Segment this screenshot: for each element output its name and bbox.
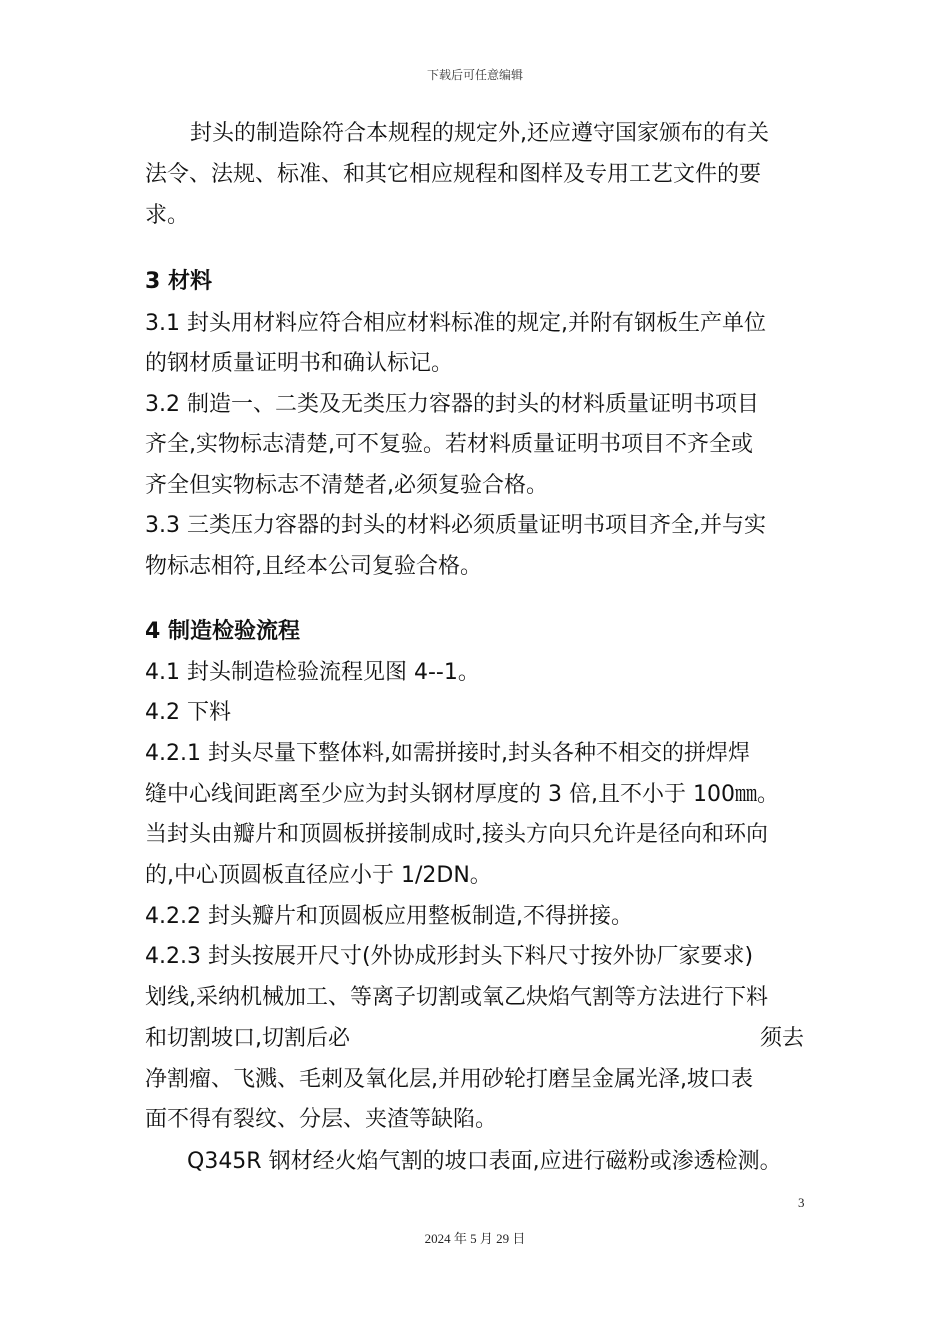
paragraph-line: 4.2.3 封头按展开尺寸(外协成形封头下料尺寸按外协厂家要求) xyxy=(145,944,754,969)
paragraph-line: 物标志相符,且经本公司复验合格。 xyxy=(145,554,482,579)
paragraph-line: 缝中心线间距离至少应为封头钢材厚度的 3 倍,且不小于 100㎜。 xyxy=(145,782,779,807)
paragraph-line: 求。 xyxy=(145,203,190,228)
paragraph-line: 面不得有裂纹、分层、夹渣等缺陷。 xyxy=(145,1107,498,1132)
section-heading: 4 制造检验流程 xyxy=(145,619,300,644)
paragraph-line: 4.2.2 封头瓣片和顶圆板应用整板制造,不得拼接。 xyxy=(145,904,633,929)
paragraph-line: 须去 xyxy=(760,1026,805,1051)
paragraph-line: 封头的制造除符合本规程的规定外,还应遵守国家颁布的有关 xyxy=(190,121,769,146)
paragraph-line: 净割瘤、飞溅、毛刺及氧化层,并用砂轮打磨呈金属光泽,坡口表 xyxy=(145,1067,753,1092)
page-number: 3 xyxy=(798,1195,805,1210)
paragraph-line: 和切割坡口,切割后必 xyxy=(145,1026,350,1051)
paragraph-line: 法令、法规、标准、和其它相应规程和图样及专用工艺文件的要 xyxy=(145,162,762,187)
paragraph-line: 划线,采纳机械加工、等离子切割或氧乙炔焰气割等方法进行下料 xyxy=(145,985,768,1010)
paragraph-line: 3.2 制造一、二类及无类压力容器的封头的材料质量证明书项目 xyxy=(145,392,759,417)
paragraph-line: 3.1 封头用材料应符合相应材料标准的规定,并附有钢板生产单位 xyxy=(145,311,766,336)
paragraph-line: 齐全但实物标志不清楚者,必须复验合格。 xyxy=(145,473,548,498)
paragraph-line: Q345R 钢材经火焰气割的坡口表面,应进行磁粉或渗透检测。 xyxy=(187,1149,782,1174)
paragraph-line: 的钢材质量证明书和确认标记。 xyxy=(145,351,454,376)
paragraph-line: 4.2.1 封头尽量下整体料,如需拼接时,封头各种不相交的拼焊焊 xyxy=(145,741,750,766)
footer-date: 2024 年 5 月 29 日 xyxy=(424,1231,526,1246)
page-header: 下载后可任意编辑 xyxy=(426,68,523,82)
paragraph-line: 的,中心顶圆板直径应小于 1/2DN。 xyxy=(145,863,492,888)
paragraph-line: 4.1 封头制造检验流程见图 4--1。 xyxy=(145,660,480,685)
section-heading: 3 材料 xyxy=(145,269,212,294)
paragraph-line: 3.3 三类压力容器的封头的材料必须质量证明书项目齐全,并与实 xyxy=(145,513,766,538)
paragraph-line: 当封头由瓣片和顶圆板拼接制成时,接头方向只允许是径向和环向 xyxy=(145,822,768,847)
paragraph-line: 齐全,实物标志清楚,可不复验。若材料质量证明书项目不齐全或 xyxy=(145,432,753,457)
paragraph-line: 4.2 下料 xyxy=(145,700,231,725)
